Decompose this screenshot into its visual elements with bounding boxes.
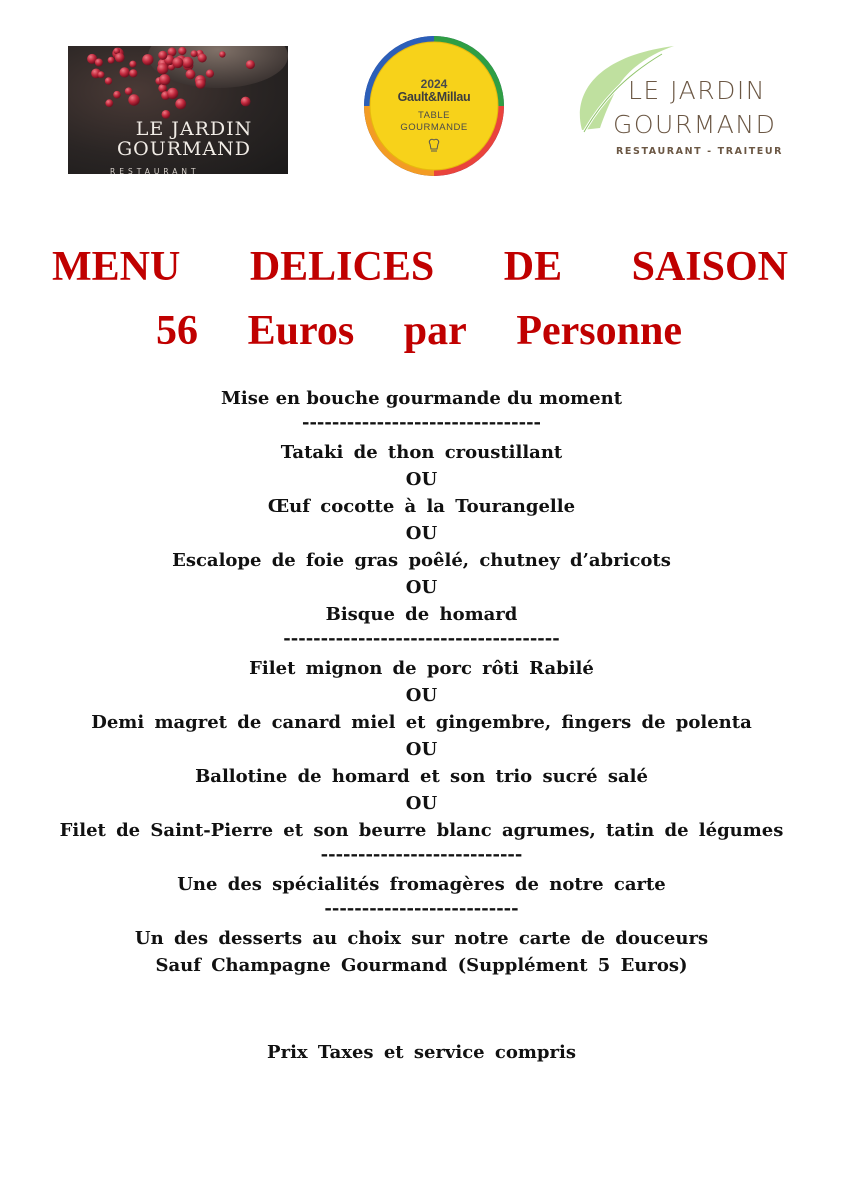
- title-word: DE: [503, 244, 563, 290]
- left-logo-line2: GOURMAND: [116, 138, 252, 160]
- peppercorn: [142, 54, 153, 65]
- right-logo-line1: LE JARDIN: [628, 76, 766, 105]
- or-label: OU: [405, 685, 438, 706]
- title-word: DELICES: [249, 244, 435, 290]
- price-word: par: [403, 308, 467, 354]
- restaurant-logo-dark: [68, 46, 288, 174]
- right-logo-line2: GOURMAND: [613, 110, 777, 139]
- separator: --------------------------: [324, 898, 519, 919]
- peppercorn: [108, 57, 115, 64]
- peppercorn: [198, 54, 207, 63]
- peppercorn: [172, 57, 183, 68]
- dessert-supplement-line: Sauf Champagne Gourmand (Supplément 5 Euros): [155, 955, 688, 976]
- starter-item: Tataki de thon croustillant: [280, 442, 563, 463]
- main-item: Filet mignon de porc rôti Rabilé: [249, 658, 594, 679]
- or-label: OU: [405, 739, 438, 760]
- title-word: MENU: [52, 244, 181, 290]
- menu-body: [0, 385, 843, 1066]
- or-label: OU: [405, 469, 438, 490]
- left-logo-line1: LE JARDIN: [135, 118, 253, 140]
- starter-item: Œuf cocotte à la Tourangelle: [267, 496, 576, 517]
- price-word: 56: [156, 308, 198, 354]
- badge-ring: [362, 34, 506, 178]
- separator: -------------------------------------: [283, 628, 560, 649]
- right-logo-subtitle: RESTAURANT - TRAITEUR: [616, 146, 784, 157]
- peppercorn: [128, 94, 139, 105]
- spacer: [0, 979, 843, 1039]
- or-label: OU: [405, 523, 438, 544]
- peppercorn: [98, 71, 105, 78]
- peppercorn: [175, 99, 186, 110]
- peppercorn: [159, 74, 170, 85]
- starter-item: Bisque de homard: [325, 604, 518, 625]
- starter-item: Escalope de foie gras poêlé, chutney d’abricots: [172, 550, 671, 571]
- peppercorn: [105, 99, 113, 107]
- main-item: Filet de Saint-Pierre et son beurre blanc agrumes, tatin de légumes: [59, 820, 784, 841]
- peppercorn: [206, 70, 214, 78]
- restaurant-logo-light: [566, 44, 796, 164]
- menu-price: [156, 308, 682, 354]
- peppercorn: [186, 69, 196, 79]
- peppercorn: [191, 50, 198, 57]
- badge-brand: Gault&Millau: [397, 90, 471, 104]
- main-item: Demi magret de canard miel et gingembre, fingers de polenta: [91, 712, 752, 733]
- peppercorn: [125, 87, 133, 95]
- peppercorn: [178, 47, 186, 55]
- cheese-course: Une des spécialités fromagères de notre carte: [177, 874, 666, 895]
- dessert-line: Un des desserts au choix sur notre carte de douceurs: [134, 928, 709, 949]
- peppercorn: [167, 88, 178, 99]
- peppercorn: [129, 69, 137, 77]
- peppercorn: [157, 63, 168, 74]
- chef-hat-icon: [428, 138, 440, 152]
- or-label: OU: [405, 577, 438, 598]
- main-item: Ballotine de homard et son trio sucré salé: [195, 766, 648, 787]
- gault-millau-badge: [362, 34, 506, 178]
- peppercorn: [129, 61, 136, 68]
- badge-line2: GOURMANDE: [400, 122, 468, 133]
- peppercorn: [113, 91, 121, 99]
- or-label: OU: [405, 793, 438, 814]
- badge-line1: TABLE: [418, 110, 450, 121]
- peppercorn: [241, 97, 251, 107]
- price-footer: Prix Taxes et service compris: [267, 1042, 576, 1063]
- menu-title: [52, 244, 788, 290]
- price-word: Personne: [516, 308, 682, 354]
- badge-year: 2024: [420, 77, 448, 91]
- separator: ---------------------------: [320, 844, 523, 865]
- price-word: Euros: [247, 308, 355, 354]
- peppercorn: [246, 60, 255, 69]
- peppercorn: [182, 57, 194, 69]
- left-logo-subtitle: RESTAURANT: [110, 167, 200, 174]
- separator: --------------------------------: [301, 412, 542, 433]
- peppercorn: [115, 53, 125, 63]
- amuse-bouche: Mise en bouche gourmande du moment: [220, 388, 623, 409]
- peppercorn: [120, 67, 130, 77]
- peppercorn: [196, 79, 206, 89]
- peppercorn: [105, 77, 112, 84]
- peppercorn: [95, 59, 103, 67]
- title-word: SAISON: [631, 244, 788, 290]
- peppercorn: [158, 51, 167, 60]
- peppercorn: [219, 51, 225, 57]
